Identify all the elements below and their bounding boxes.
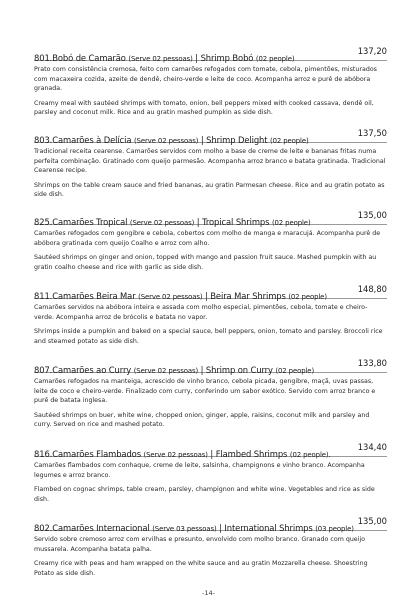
menu-item-description (34, 461, 387, 504)
description-en: Flambed on cognac shrimps, table cream, parsley, champignon and white wine. Vegetables and rice as side dish. (34, 486, 375, 503)
description-pt: Camarões servidos na abóbora inteira e assada com molho especial, pimentões, cebola, tomate e cheiro-verde. Acompanha arroz de brócolis e batata no vapor. (34, 304, 368, 321)
menu-item-price: 134,40 (357, 442, 387, 452)
description-pt: Prato com consistência cremosa, feito com camarões refogados com tomate, cebola, pimentões, misturados com macaxeira cozida, azeite de dendê, cheiro-verde e leite de coco. Acompanha arroz e purê de abóbora granada. (34, 66, 377, 93)
menu-item-816 (34, 442, 387, 504)
menu-item-title: 816.Camarões Flambados (Serve 02 pessoas) | Flambed Shrimps (02 people). (34, 449, 331, 459)
menu-item-price: 137,20 (357, 46, 387, 56)
menu-item-header (34, 46, 387, 63)
page-number: -14- (202, 589, 215, 597)
menu-item-title: 801.Bobó de Camarão (Serve 02 pessoas) | Shrimp Bobó (02 people) (34, 53, 295, 63)
menu-item-description (34, 377, 387, 430)
menu-item-title: 803.Camarões à Delícia (Serve 02 pessoas) | Shrimp Delight (02 people) (34, 135, 309, 145)
menu-item-header (34, 442, 387, 459)
menu-item-header (34, 210, 387, 227)
menu-item-price: 135,00 (357, 516, 387, 526)
menu-item-price: 148,80 (357, 284, 387, 294)
menu-item-801 (34, 46, 387, 118)
menu-item-title: 811.Camarões Beira Mar (Serve 02 pessoas) | Beira Mar Shrimps (02 people) (34, 291, 327, 301)
menu-item-811 (34, 284, 387, 346)
menu-item-header (34, 128, 387, 145)
description-en: Sautéed shrimps on buer, white wine, chopped onion, ginger, apple, raisins, coconut milk and parsley and curry. Served on rice and mashed potato. (34, 411, 370, 429)
menu-item-header (34, 284, 387, 301)
description-pt: Tradicional receita cearense. Camarões servidos com molho a base de creme de leite e bananas fritas numa perfeita combinação. Gratinado com queijo parmesão. Acompanha arroz branco e batata gratinada. Tradicional Cearense recipe. (34, 148, 386, 175)
description-en: Shrimps on the table cream sauce and fried bananas, au gratin Parmesan cheese. Rice and au gratin potato as side dish. (34, 181, 385, 199)
menu-item-description (34, 147, 387, 200)
description-pt: Camarões flambados com conhaque, creme de leite, salsinha, champignons e vinho branco. Acompanha legumes e arroz branco. (34, 462, 365, 479)
menu-item-title: 802.Camarões Internacional (Serve 03 pessoas) | International Shrimps (03 people) (34, 523, 354, 533)
menu-item-header (34, 516, 387, 533)
menu-item-price: 137,50 (357, 128, 387, 138)
description-pt: Camarões refogados com gengibre e cebola, cobertos com molho de manga e maracujá. Acompanha purê de abóbora gratinada com queijo Coalho e arroz com alho. (34, 230, 381, 247)
menu-item-description (34, 229, 387, 272)
description-en: Sautéed shrimps on ginger and onion, topped with mango and passion fruit sauce. Mashed pumpkin with au gratin coalho cheese and rice with garlic as side dish. (34, 254, 377, 271)
menu-item-807 (34, 358, 387, 430)
menu-item-price: 133,80 (357, 358, 387, 368)
description-en: Creamy meal with sautéed shrimps with tomato, onion, bell peppers mixed with cooked cassava, dendê oil, parsley and coconut milk. Rice and au gratin mashed pumpkin as side dish. (34, 99, 374, 117)
menu-item-price: 135,00 (357, 210, 387, 220)
menu-item-description (34, 303, 387, 346)
description-en: Shrimps inside a pumpkin and baked on a special sauce, bell peppers, onion, tomato and parsley. Broccoli rice and steamed potato as side dish. (34, 328, 383, 345)
menu-item-title: 825.Camarões Tropical (Serve 02 pessoas) | Tropical Shrimps (02 people) (34, 217, 311, 227)
description-pt: Camarões refogados na manteiga, acrescido de vinho branco, cebola picada, gengibre, maçã, uvas passas, leite de coco e cheiro-verde. Finalizado com curry, conferindo um sabor exótico. Servido com arroz branco e purê de batata inglesa. (34, 378, 376, 405)
menu-item-description (34, 535, 387, 578)
menu-item-header (34, 358, 387, 375)
menu-item-803 (34, 128, 387, 200)
menu-item-825 (34, 210, 387, 272)
menu-item-802 (34, 516, 387, 578)
description-pt: Servido sobre cremoso arroz com ervilhas e presunto, envolvido com molho branco. Granado com queijo mussarela. Acompanha batata palha. (34, 536, 366, 553)
menu-item-description (34, 65, 387, 118)
description-en: Creamy rice with peas and ham wrapped on the white sauce and au gratin Mozzarella cheese. Shoestring Potato as side dish. (34, 560, 368, 577)
menu-item-title: 807.Camarões ao Curry (Serve 02 pessoas) | Shrimp on Curry (02 people) (34, 365, 315, 375)
